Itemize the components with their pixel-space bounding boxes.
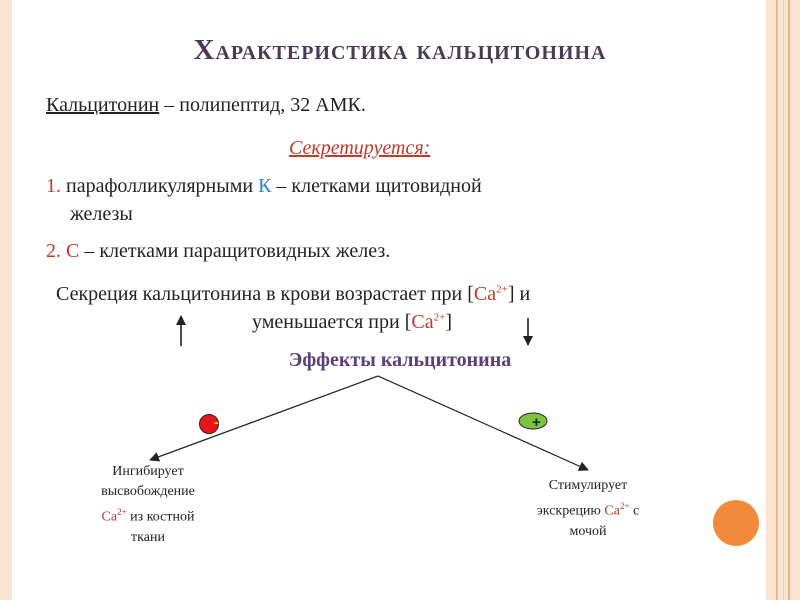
caption-line: Стимулирует	[548, 478, 628, 493]
plus-sign: +	[532, 414, 541, 431]
caption-text: из костной	[126, 509, 195, 525]
definition-text: – полипептид, 32 АМК.	[159, 94, 366, 116]
left-branch-arrow-icon	[150, 376, 378, 460]
effects-heading: Эффекты кальцитонина	[288, 349, 512, 371]
right-branch-arrow-icon	[378, 376, 588, 470]
secretion-text: Секреция кальцитонина в крови возрастает при [	[56, 283, 474, 305]
calcium-charge: 2+	[496, 283, 508, 296]
calcium-charge: 2+	[117, 507, 127, 517]
calcium-symbol: Ca	[411, 311, 434, 333]
calcium-symbol: Ca	[473, 283, 497, 305]
letter-k: К	[258, 175, 272, 197]
list-text: – клетками паращитовидных желез.	[79, 240, 391, 262]
calcium-charge: 2+	[433, 311, 446, 324]
caption-line: ткани	[131, 529, 165, 545]
slide-title: Характеристика кальцитонина	[193, 34, 607, 66]
list-text: – клетками щитовидной	[271, 175, 482, 197]
caption-text: экскрецию	[536, 503, 605, 519]
secretion-text: уменьшается при [	[252, 311, 412, 333]
caption-line	[503, 496, 673, 522]
minus-sign: -	[214, 414, 219, 430]
secretion-text: ] и	[507, 283, 531, 305]
caption-text: с	[629, 503, 640, 519]
calcium-symbol: Ca	[604, 503, 620, 519]
list-number: 2.	[46, 240, 61, 262]
caption-line: высвобождение	[101, 484, 195, 499]
secreted-heading: Секретируется:	[289, 137, 431, 159]
inhibit-caption	[68, 462, 228, 548]
list-item-1-cont: железы	[70, 203, 133, 225]
list-text: парафолликулярными	[61, 175, 259, 197]
list-number: 1.	[46, 175, 61, 197]
caption-line	[68, 502, 228, 528]
secretion-text: ]	[445, 311, 452, 333]
term-calcitonin: Кальцитонин	[46, 94, 160, 116]
letter-c: С	[66, 240, 80, 262]
stimulate-caption	[503, 476, 673, 542]
caption-line: мочой	[569, 523, 607, 539]
calcium-charge: 2+	[619, 501, 630, 511]
caption-line: Ингибирует	[112, 464, 184, 479]
calcium-symbol: Ca	[101, 509, 118, 525]
